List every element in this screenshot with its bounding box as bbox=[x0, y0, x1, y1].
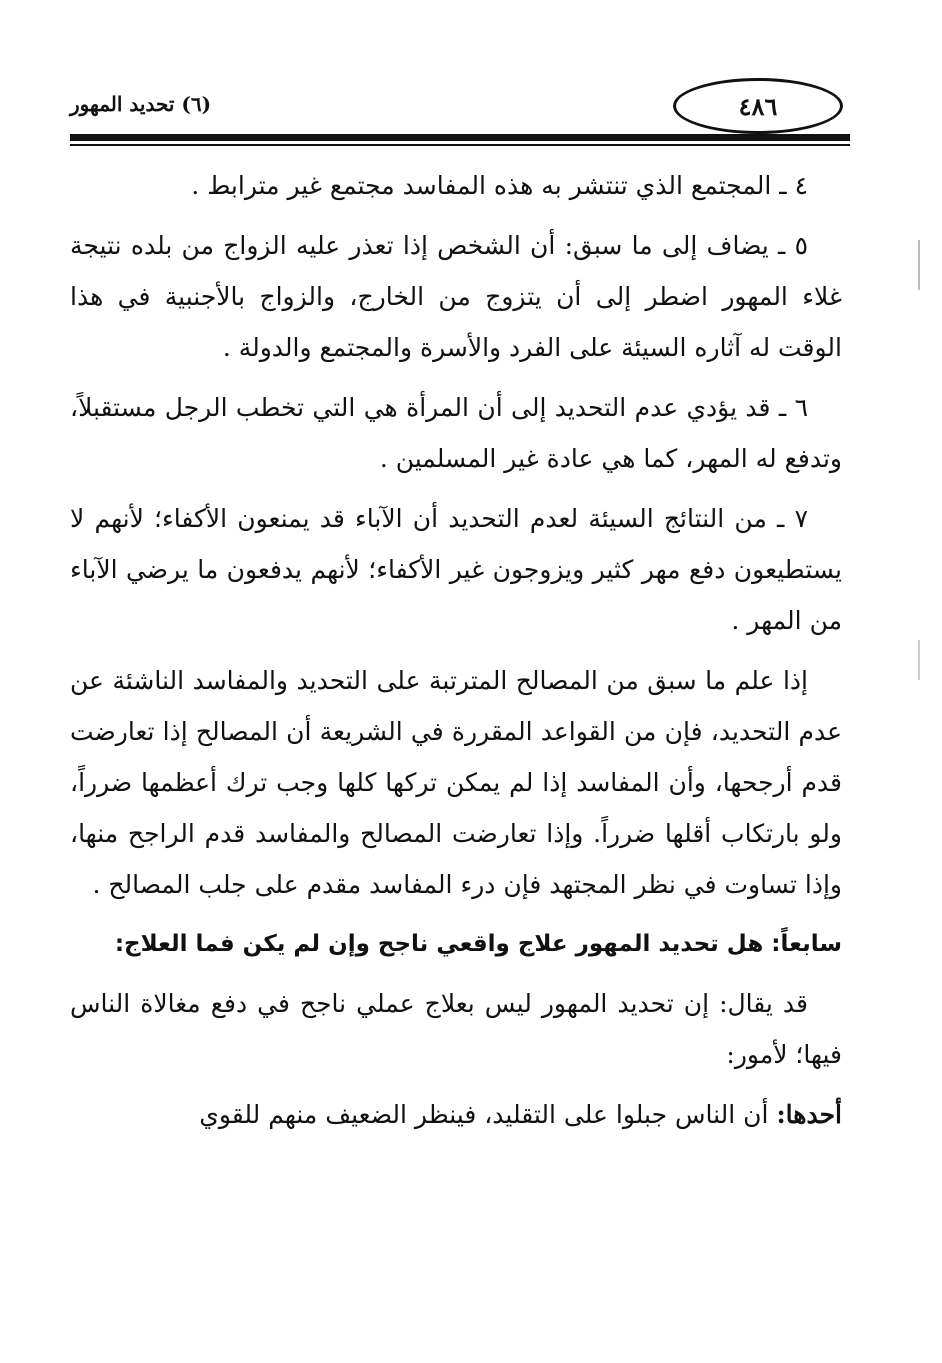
page-number: ٤٨٦ bbox=[673, 78, 843, 134]
scan-margin-mark bbox=[918, 640, 920, 680]
header-rule-thin bbox=[70, 144, 850, 146]
paragraph-objection: قد يقال: إن تحديد المهور ليس بعلاج عملي ناجح في دفع مغالاة الناس فيها؛ لأمور: bbox=[70, 989, 842, 1069]
page-header bbox=[70, 78, 850, 148]
paragraph-conclusion: إذا علم ما سبق من المصالح المترتبة على التحديد والمفاسد الناشئة عن عدم التحديد، فإن من القواعد المقررة في الشريعة أن المصالح إذا تعارضت قدم أرجحها، وأن المفاسد إذا لم يمكن تركها كلها وجب ترك أعظمها ضرراً، ولو بارتكاب أقلها ضرراً. وإذا تعارضت المصالح والمفاسد قدم الراجح منها، وإذا تساوت في نظر المجتهد فإن درء المفاسد مقدم على جلب المصالح . bbox=[70, 666, 842, 899]
paragraph-item-4: ٤ ـ المجتمع الذي تنتشر به هذه المفاسد مجتمع غير مترابط . bbox=[191, 171, 808, 200]
paragraph-first-reason bbox=[70, 1089, 842, 1140]
page-body bbox=[70, 160, 842, 1149]
running-title: (٦) تحديد المهور bbox=[70, 92, 212, 116]
header-rule-thick bbox=[70, 134, 850, 141]
first-reason-text: أن الناس جبلوا على التقليد، فينظر الضعيف منهم للقوي bbox=[199, 1100, 777, 1129]
paragraph-item-7: ٧ ـ من النتائج السيئة لعدم التحديد أن الآباء قد يمنعون الأكفاء؛ لأنهم لا يستطيعون دفع مهر كثير ويزوجون غير الأكفاء؛ لأنهم يدفعون ما يرضي الآباء من المهر . bbox=[70, 504, 842, 635]
section-heading: سابعاً: هل تحديد المهور علاج واقعي ناجح وإن لم يكن فما العلاج: bbox=[114, 931, 842, 957]
scan-margin-mark bbox=[918, 240, 920, 290]
first-reason-lead: أحدها: bbox=[776, 1100, 842, 1129]
paragraph-item-6: ٦ ـ قد يؤدي عدم التحديد إلى أن المرأة هي التي تخطب الرجل مستقبلاً، وتدفع له المهر، كما هي عادة غير المسلمين . bbox=[70, 393, 842, 473]
paragraph-item-5: ٥ ـ يضاف إلى ما سبق: أن الشخص إذا تعذر عليه الزواج من بلده نتيجة غلاء المهور اضطر إلى أن يتزوج من الخارج، والزواج بالأجنبية في هذا الوقت له آثاره السيئة على الفرد والأسرة والمجتمع والدولة . bbox=[70, 231, 842, 362]
